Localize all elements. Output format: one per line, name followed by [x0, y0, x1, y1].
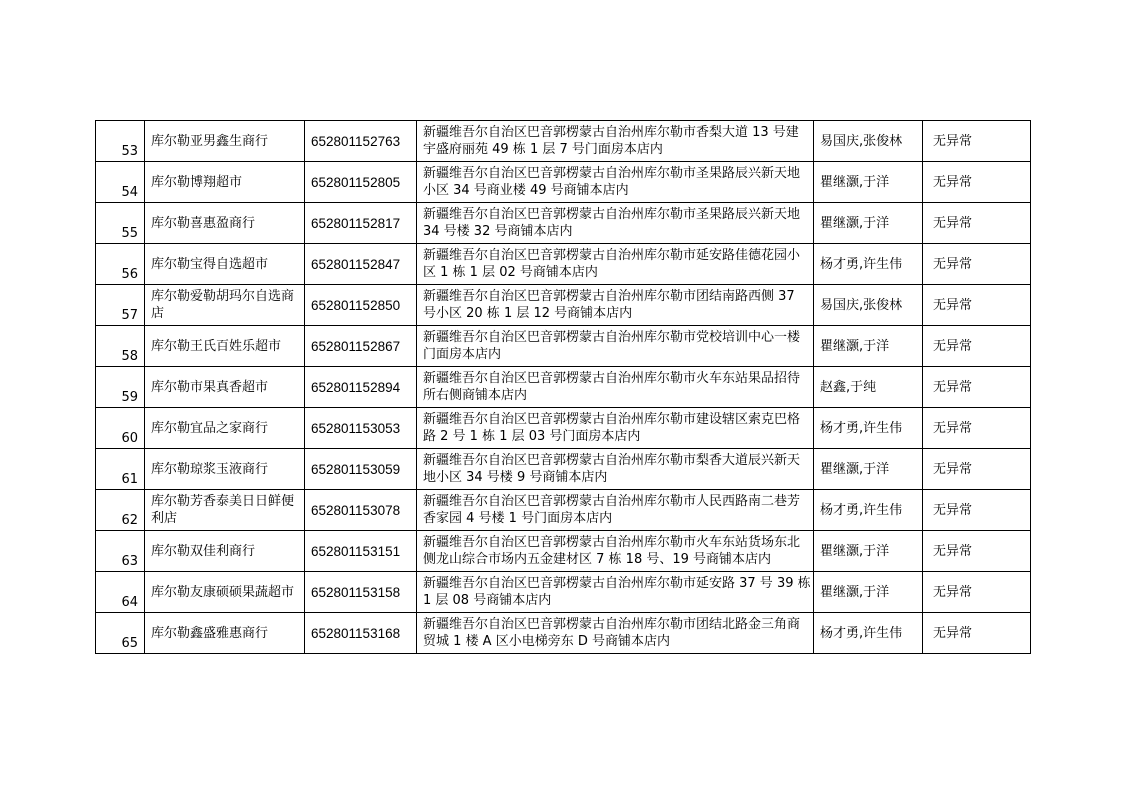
registration-code: 652801153168: [305, 613, 417, 654]
shop-name: 库尔勒喜惠盈商行: [145, 203, 305, 244]
shop-name: 库尔勒爱勒胡玛尔自选商店: [145, 285, 305, 326]
row-number: 54: [96, 162, 145, 203]
inspection-result: 无异常: [923, 572, 1031, 613]
shop-name: 库尔勒王氏百姓乐超市: [145, 326, 305, 367]
shop-address: 新疆维吾尔自治区巴音郭楞蒙古自治州库尔勒市建设辖区索克巴格路 2 号 1 栋 1 层 03 号门面房本店内: [417, 408, 814, 449]
table-row: [96, 285, 1031, 326]
inspectors: 易国庆,张俊林: [814, 121, 923, 162]
shop-name: 库尔勒市果真香超市: [145, 367, 305, 408]
table-row: [96, 490, 1031, 531]
table-row: [96, 531, 1031, 572]
registration-code: 652801152805: [305, 162, 417, 203]
table-body: [96, 121, 1031, 654]
row-number: 64: [96, 572, 145, 613]
shop-name: 库尔勒亚男鑫生商行: [145, 121, 305, 162]
shop-name: 库尔勒宝得自选超市: [145, 244, 305, 285]
inspection-result: 无异常: [923, 613, 1031, 654]
inspection-table: [95, 120, 1031, 654]
table-row: [96, 367, 1031, 408]
row-number: 60: [96, 408, 145, 449]
row-number: 55: [96, 203, 145, 244]
inspection-result: 无异常: [923, 244, 1031, 285]
shop-name: 库尔勒友康硕硕果蔬超市: [145, 572, 305, 613]
shop-address: 新疆维吾尔自治区巴音郭楞蒙古自治州库尔勒市香梨大道 13 号建宇盛府丽苑 49 栋 1 层 7 号门面房本店内: [417, 121, 814, 162]
inspectors: 瞿继灏,于洋: [814, 162, 923, 203]
row-number: 62: [96, 490, 145, 531]
row-number: 53: [96, 121, 145, 162]
inspectors: 瞿继灏,于洋: [814, 531, 923, 572]
inspection-result: 无异常: [923, 408, 1031, 449]
inspectors: 瞿继灏,于洋: [814, 572, 923, 613]
registration-code: 652801153053: [305, 408, 417, 449]
registration-code: 652801153078: [305, 490, 417, 531]
shop-name: 库尔勒琼浆玉液商行: [145, 449, 305, 490]
table-row: [96, 449, 1031, 490]
inspectors: 杨才勇,许生伟: [814, 244, 923, 285]
inspectors: 杨才勇,许生伟: [814, 613, 923, 654]
inspectors: 易国庆,张俊林: [814, 285, 923, 326]
inspection-result: 无异常: [923, 121, 1031, 162]
table-row: [96, 572, 1031, 613]
row-number: 59: [96, 367, 145, 408]
table-row: [96, 613, 1031, 654]
table-row: [96, 326, 1031, 367]
inspection-result: 无异常: [923, 367, 1031, 408]
inspectors: 瞿继灏,于洋: [814, 326, 923, 367]
shop-address: 新疆维吾尔自治区巴音郭楞蒙古自治州库尔勒市团结北路金三角商贸城 1 楼 A 区小电梯旁东 D 号商铺本店内: [417, 613, 814, 654]
shop-address: 新疆维吾尔自治区巴音郭楞蒙古自治州库尔勒市圣果路辰兴新天地小区 34 号商业楼 49 号商铺本店内: [417, 162, 814, 203]
shop-name: 库尔勒鑫盛雅惠商行: [145, 613, 305, 654]
table-row: [96, 408, 1031, 449]
inspectors: 杨才勇,许生伟: [814, 490, 923, 531]
shop-address: 新疆维吾尔自治区巴音郭楞蒙古自治州库尔勒市延安路佳德花园小区 1 栋 1 层 02 号商铺本店内: [417, 244, 814, 285]
shop-address: 新疆维吾尔自治区巴音郭楞蒙古自治州库尔勒市延安路 37 号 39 栋 1 层 08 号商铺本店内: [417, 572, 814, 613]
shop-address: 新疆维吾尔自治区巴音郭楞蒙古自治州库尔勒市梨香大道辰兴新天地小区 34 号楼 9 号商铺本店内: [417, 449, 814, 490]
registration-code: 652801152867: [305, 326, 417, 367]
row-number: 57: [96, 285, 145, 326]
table-row: [96, 203, 1031, 244]
inspectors: 赵鑫,于纯: [814, 367, 923, 408]
inspectors: 杨才勇,许生伟: [814, 408, 923, 449]
shop-address: 新疆维吾尔自治区巴音郭楞蒙古自治州库尔勒市火车东站果品招待所右侧商铺本店内: [417, 367, 814, 408]
row-number: 65: [96, 613, 145, 654]
inspection-result: 无异常: [923, 449, 1031, 490]
inspection-result: 无异常: [923, 285, 1031, 326]
shop-name: 库尔勒博翔超市: [145, 162, 305, 203]
shop-address: 新疆维吾尔自治区巴音郭楞蒙古自治州库尔勒市人民西路南二巷芳香家园 4 号楼 1 号门面房本店内: [417, 490, 814, 531]
inspectors: 瞿继灏,于洋: [814, 449, 923, 490]
shop-name: 库尔勒双佳利商行: [145, 531, 305, 572]
registration-code: 652801153158: [305, 572, 417, 613]
inspectors: 瞿继灏,于洋: [814, 203, 923, 244]
inspection-result: 无异常: [923, 203, 1031, 244]
inspection-result: 无异常: [923, 531, 1031, 572]
shop-address: 新疆维吾尔自治区巴音郭楞蒙古自治州库尔勒市党校培训中心一楼门面房本店内: [417, 326, 814, 367]
table-row: [96, 244, 1031, 285]
inspection-result: 无异常: [923, 490, 1031, 531]
table-row: [96, 121, 1031, 162]
row-number: 56: [96, 244, 145, 285]
inspection-result: 无异常: [923, 162, 1031, 203]
row-number: 58: [96, 326, 145, 367]
registration-code: 652801152894: [305, 367, 417, 408]
shop-address: 新疆维吾尔自治区巴音郭楞蒙古自治州库尔勒市团结南路西侧 37 号小区 20 栋 1 层 12 号商铺本店内: [417, 285, 814, 326]
registration-code: 652801153151: [305, 531, 417, 572]
shop-name: 库尔勒芳香泰美日日鲜便利店: [145, 490, 305, 531]
registration-code: 652801153059: [305, 449, 417, 490]
shop-name: 库尔勒宜品之家商行: [145, 408, 305, 449]
registration-code: 652801152847: [305, 244, 417, 285]
registration-code: 652801152817: [305, 203, 417, 244]
table-row: [96, 162, 1031, 203]
registration-code: 652801152763: [305, 121, 417, 162]
registration-code: 652801152850: [305, 285, 417, 326]
row-number: 61: [96, 449, 145, 490]
row-number: 63: [96, 531, 145, 572]
shop-address: 新疆维吾尔自治区巴音郭楞蒙古自治州库尔勒市火车东站货场东北侧龙山综合市场内五金建材区 7 栋 18 号、19 号商铺本店内: [417, 531, 814, 572]
inspection-result: 无异常: [923, 326, 1031, 367]
shop-address: 新疆维吾尔自治区巴音郭楞蒙古自治州库尔勒市圣果路辰兴新天地 34 号楼 32 号商铺本店内: [417, 203, 814, 244]
